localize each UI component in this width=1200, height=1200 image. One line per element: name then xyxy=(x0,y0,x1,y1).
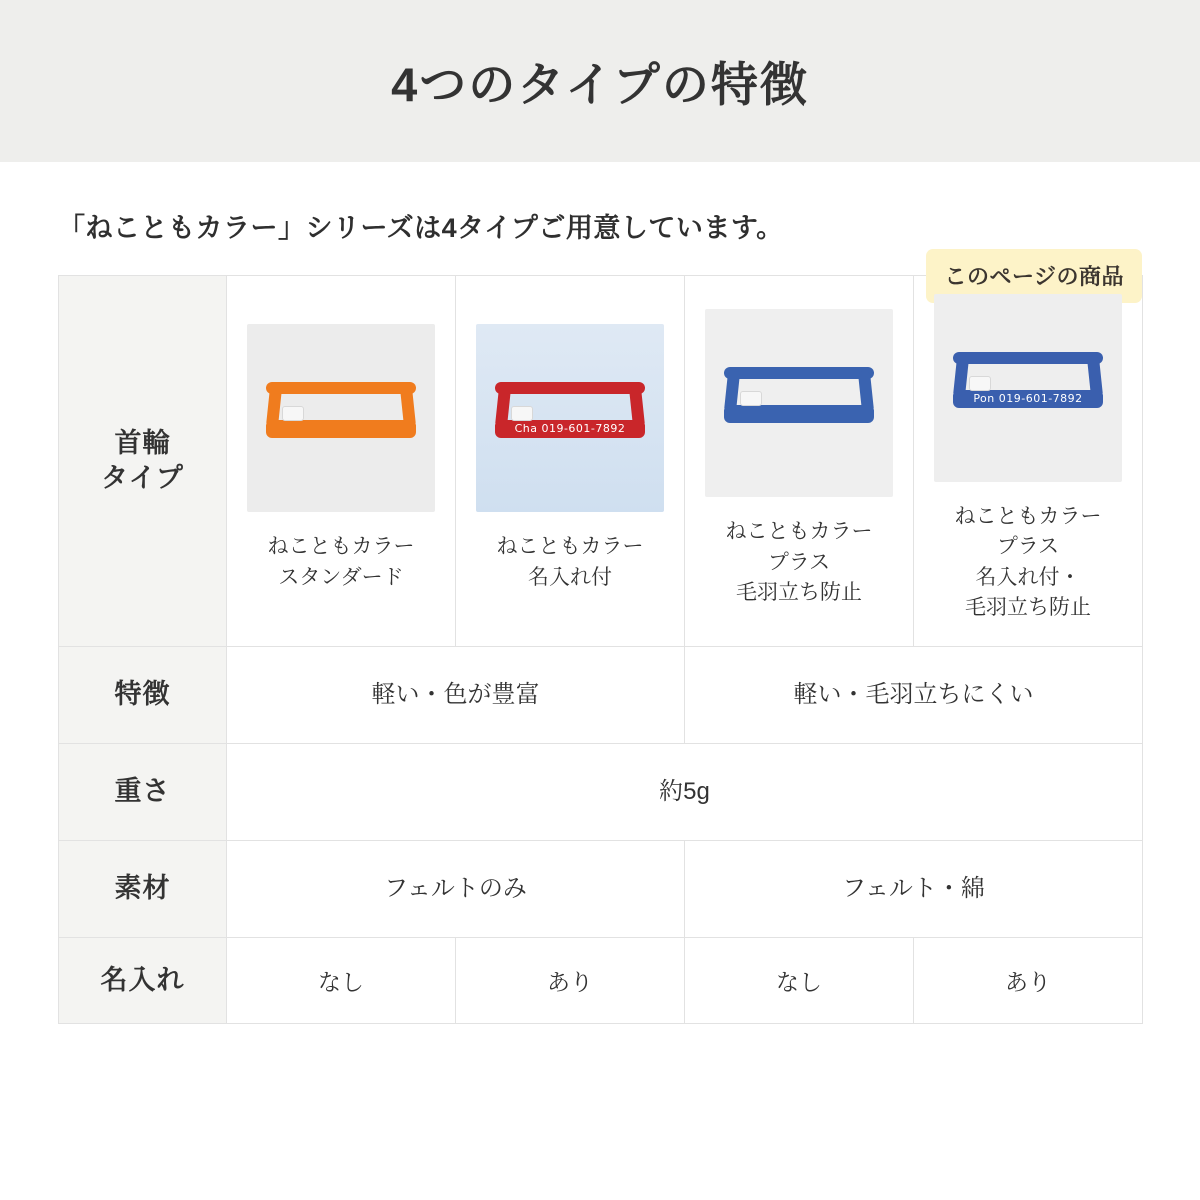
product-name-standard xyxy=(235,532,447,593)
product-name-plus-engraved xyxy=(922,502,1134,624)
engraving-value-1: なし xyxy=(227,937,456,1023)
row-label-type-line1: 首輪 xyxy=(114,427,171,458)
spec-table xyxy=(58,275,1143,1024)
product-cell-engraved[interactable] xyxy=(456,276,685,647)
product-image-plus xyxy=(705,309,893,497)
product-name-line1: ねこともカラー xyxy=(267,535,415,559)
table-row-type xyxy=(59,276,1143,647)
row-label-type xyxy=(59,276,227,647)
product-name-line1: ねこともカラー xyxy=(496,535,644,559)
engraving-value-2: あり xyxy=(456,937,685,1023)
product-image-engraved xyxy=(476,324,664,512)
weight-value: 約5g xyxy=(227,743,1143,840)
callout-label: このページの商品 xyxy=(944,264,1124,289)
product-image-standard xyxy=(247,324,435,512)
engraving-value-3: なし xyxy=(685,937,914,1023)
buckle-icon xyxy=(969,376,991,391)
product-cell-plus[interactable] xyxy=(685,276,914,647)
product-name-line3: 名入れ付・ xyxy=(975,565,1081,589)
product-name-line2: 名入れ付 xyxy=(528,565,612,589)
row-label-type-line2: タイプ xyxy=(101,462,184,493)
collar-illustration-blue2 xyxy=(953,346,1103,430)
page-header xyxy=(0,0,1200,162)
product-name-engraved xyxy=(464,532,676,593)
buckle-icon xyxy=(511,406,533,421)
product-cell-standard[interactable] xyxy=(227,276,456,647)
page-title: 4つのタイプの特徴 xyxy=(391,57,809,111)
product-name-line4: 毛羽立ち防止 xyxy=(965,596,1091,620)
feature-value-plus: 軽い・毛羽立ちにくい xyxy=(685,646,1143,743)
material-value-plus: フェルト・綿 xyxy=(685,840,1143,937)
product-name-line2: スタンダード xyxy=(278,565,404,589)
product-name-line2: プラス xyxy=(767,550,831,574)
product-image-plus-engraved xyxy=(934,294,1122,482)
table-row-engraving xyxy=(59,937,1143,1023)
product-name-line3: 毛羽立ち防止 xyxy=(736,581,862,605)
lead-text: 「ねこともカラー」シリーズは4タイプご用意しています。 xyxy=(58,213,784,243)
product-name-plus xyxy=(693,517,905,608)
engraving-text-blue: Pon 019-601-7892 xyxy=(973,392,1083,405)
collar-illustration-blue xyxy=(724,361,874,445)
collar-illustration-orange xyxy=(266,376,416,460)
buckle-icon xyxy=(740,391,762,406)
collar-illustration-red xyxy=(495,376,645,460)
product-name-line1: ねこともカラー xyxy=(725,520,873,544)
table-row-weight xyxy=(59,743,1143,840)
buckle-icon xyxy=(282,406,304,421)
row-label-weight: 重さ xyxy=(59,743,227,840)
engraving-value-4: あり xyxy=(914,937,1143,1023)
product-name-line1: ねこともカラー xyxy=(954,505,1102,528)
engraving-text-red: Cha 019-601-7892 xyxy=(514,422,626,436)
product-cell-plus-engraved[interactable] xyxy=(914,276,1143,647)
feature-value-standard: 軽い・色が豊富 xyxy=(227,646,685,743)
table-row-feature xyxy=(59,646,1143,743)
table-row-material xyxy=(59,840,1143,937)
material-value-standard: フェルトのみ xyxy=(227,840,685,937)
spec-table-wrapper xyxy=(58,264,1142,1024)
product-name-line2: プラス xyxy=(996,535,1060,559)
row-label-material: 素材 xyxy=(59,840,227,937)
row-label-engraving: 名入れ xyxy=(59,937,227,1023)
row-label-feature: 特徴 xyxy=(59,646,227,743)
